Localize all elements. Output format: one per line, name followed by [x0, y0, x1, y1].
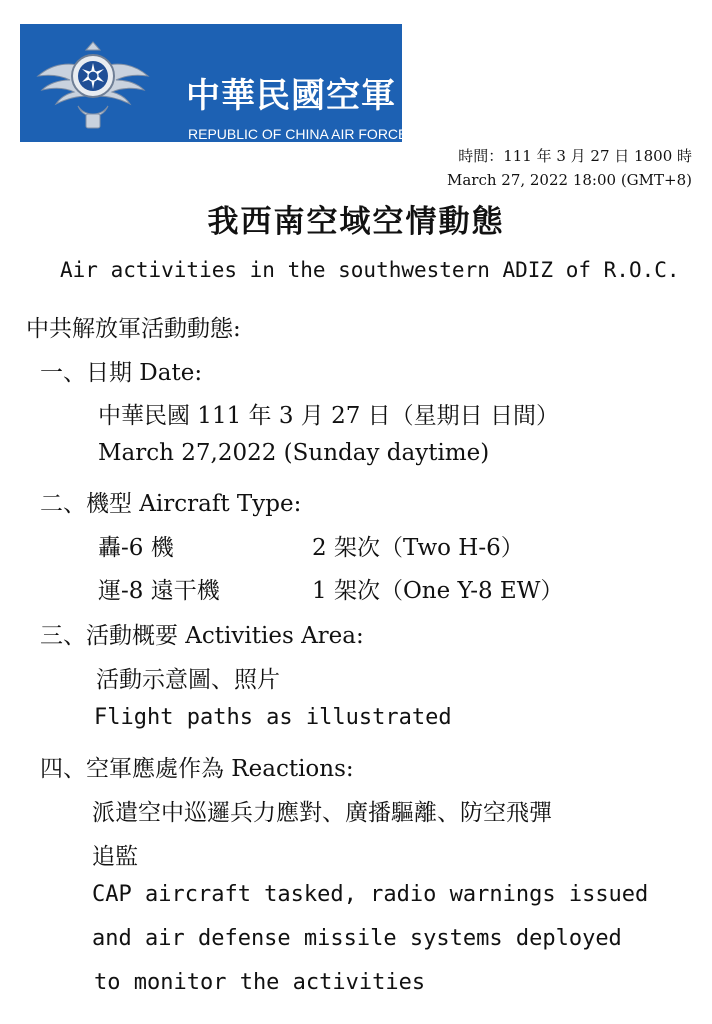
aircraft-count: 1 架次（One Y-8 EW）: [312, 578, 564, 604]
reactions-heading: 四、空軍應處作為 Reactions:: [40, 756, 354, 782]
aircraft-type: 轟-6 機: [98, 535, 174, 561]
date-heading: 一、日期 Date:: [40, 360, 203, 386]
aircraft-count: 2 架次（Two H-6）: [312, 535, 524, 561]
intro-line: 中共解放軍活動動態:: [26, 316, 241, 342]
date-en: March 27,2022 (Sunday daytime): [98, 440, 490, 466]
page-title-en: Air activities in the southwestern ADIZ of R.O.C.: [60, 258, 680, 282]
reactions-zh-2: 追監: [92, 844, 138, 870]
aircraft-row: [98, 572, 678, 605]
area-zh: 活動示意圖、照片: [96, 667, 280, 693]
area-en: Flight paths as illustrated: [94, 705, 452, 730]
roc-air-force-emblem-icon: [34, 32, 152, 134]
area-heading: 三、活動概要 Activities Area:: [40, 623, 364, 649]
reactions-zh-1: 派遣空中巡邏兵力應對、廣播驅離、防空飛彈: [92, 800, 552, 826]
date-zh: 中華民國 111 年 3 月 27 日（星期日 日間）: [98, 403, 559, 429]
report-time: [447, 144, 692, 192]
aircraft-heading: 二、機型 Aircraft Type:: [40, 491, 302, 517]
logo-text-zh: 中華民國空軍: [186, 76, 396, 116]
reactions-en-2: and air defense missile systems deployed: [92, 926, 622, 951]
aircraft-row: [98, 529, 678, 562]
logo-text-en: REPUBLIC OF CHINA AIR FORCE: [188, 126, 408, 142]
aircraft-type: 運-8 遠干機: [98, 578, 220, 604]
reactions-en-3: to monitor the activities: [94, 970, 426, 995]
reactions-en-1: CAP aircraft tasked, radio warnings issued: [92, 882, 649, 907]
roc-air-force-banner: [20, 24, 408, 142]
report-time-zh: 時間：111 年 3 月 27 日 1800 時: [458, 147, 692, 165]
page-title-zh: 我西南空域空情動態: [207, 204, 505, 240]
report-time-en: March 27, 2022 18:00 (GMT+8): [446, 171, 692, 189]
